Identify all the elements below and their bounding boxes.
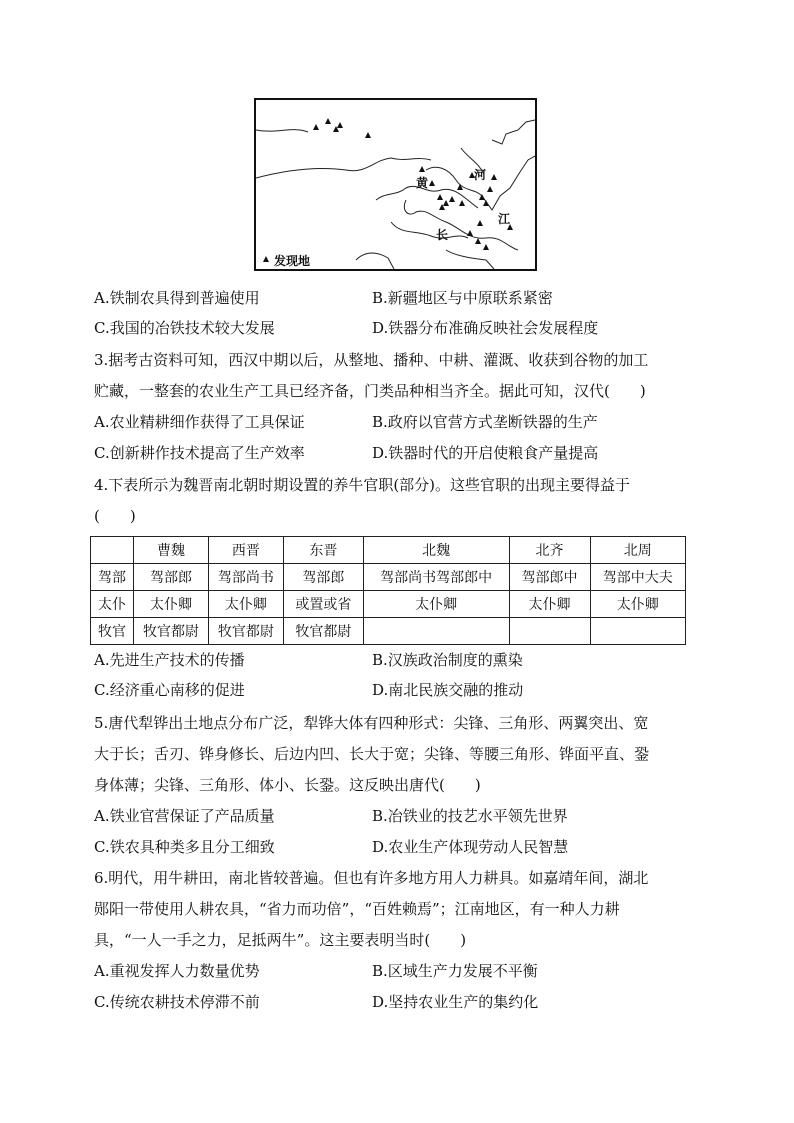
- q5-option-b[interactable]: B.冶铁业的技艺水平领先世界: [372, 807, 568, 825]
- map-label-chang: 长: [436, 228, 449, 242]
- table-cell: 牧官都尉: [208, 618, 283, 645]
- map-legend-label: 发现地: [274, 254, 311, 268]
- table-header-cell: 北齐: [509, 537, 590, 564]
- table-cell: 驾部: [91, 564, 134, 591]
- q4-stem-line-1: 4.下表所示为魏晋南北朝时期设置的养牛官职(部分)。这些官职的出现主要得益于: [94, 476, 631, 494]
- q3-option-c[interactable]: C.创新耕作技术提高了生产效率: [94, 444, 305, 462]
- table-cell: [509, 618, 590, 645]
- table-header-cell: 曹魏: [134, 537, 209, 564]
- q6-option-b[interactable]: B.区域生产力发展不平衡: [372, 962, 538, 980]
- table-cell: 太仆卿: [509, 591, 590, 618]
- map-label-huang: 黄: [416, 176, 429, 190]
- map-label-jiang: 江: [498, 212, 511, 226]
- q3-option-a[interactable]: A.农业精耕细作获得了工具保证: [94, 413, 305, 431]
- q2-option-d[interactable]: D.铁器分布准确反映社会发展程度: [372, 319, 599, 337]
- table-cell: 牧官都尉: [283, 618, 363, 645]
- table-row: [91, 618, 686, 645]
- q4-stem-line-2: ( ): [94, 507, 136, 525]
- q6-stem-line-2: 郧阳一带使用人耕农具，“省力而功倍”，“百姓赖焉”；江南地区，有一种人力耕: [94, 900, 620, 918]
- table-header-row: [91, 537, 686, 564]
- q6-stem-line-3: 具，“一人一手之力，足抵两牛”。这主要表明当时( ): [94, 931, 467, 949]
- q3-option-b[interactable]: B.政府以官营方式垄断铁器的生产: [372, 413, 598, 431]
- q5-option-c[interactable]: C.铁农具种类多且分工细致: [94, 838, 275, 856]
- q5-stem-line-3: 身体薄；尖锋、三角形、体小、长銎。这反映出唐代( ): [94, 776, 481, 794]
- table-row: [91, 564, 686, 591]
- q4-option-b[interactable]: B.汉族政治制度的熏染: [372, 651, 523, 669]
- q5-option-d[interactable]: D.农业生产体现劳动人民智慧: [372, 838, 569, 856]
- table-header-cell: 西晋: [208, 537, 283, 564]
- q2-option-b[interactable]: B.新疆地区与中原联系紧密: [372, 289, 553, 307]
- q3-stem-line-2: 贮藏，一整套的农业生产工具已经齐备，门类品种相当齐全。据此可知，汉代( ): [94, 382, 646, 400]
- q2-option-a[interactable]: A.铁制农具得到普遍使用: [94, 289, 260, 307]
- table-cell: 牧官: [91, 618, 134, 645]
- map-figure: [254, 98, 537, 271]
- q3-option-d[interactable]: D.铁器时代的开启使粮食产量提高: [372, 444, 599, 462]
- table-header-cell: [91, 537, 134, 564]
- q4-option-d[interactable]: D.南北民族交融的推动: [372, 681, 524, 699]
- map-drawing: [256, 100, 535, 269]
- map-label-he: 河: [474, 168, 487, 182]
- table-cell: [363, 618, 509, 645]
- table-cell: 驾部尚书驾部郎中: [363, 564, 509, 591]
- q5-option-a[interactable]: A.铁业官营保证了产品质量: [94, 807, 275, 825]
- q6-option-d[interactable]: D.坚持农业生产的集约化: [372, 993, 539, 1011]
- q6-option-a[interactable]: A.重视发挥人力数量优势: [94, 962, 260, 980]
- table-cell: 或置或省: [283, 591, 363, 618]
- table-cell: 太仆卿: [208, 591, 283, 618]
- q6-option-c[interactable]: C.传统农耕技术停滞不前: [94, 993, 260, 1011]
- table-cell: 驾部郎: [283, 564, 363, 591]
- q3-stem-line-1: 3.据考古资料可知，西汉中期以后，从整地、播种、中耕、灌溉、收获到谷物的加工: [94, 351, 649, 369]
- q5-stem-line-1: 5.唐代犁铧出土地点分布广泛，犁铧大体有四种形式：尖锋、三角形、两翼突出、宽: [94, 714, 649, 732]
- table-cell: 驾部郎: [134, 564, 209, 591]
- table-cell: 太仆: [91, 591, 134, 618]
- table-row: [91, 591, 686, 618]
- table-header-cell: 东晋: [283, 537, 363, 564]
- table-cell: [590, 618, 685, 645]
- q5-stem-line-2: 大于长；舌刃、铧身修长、后边内凹、长大于宽；尖锋、等腰三角形、铧面平直、銎: [94, 745, 650, 763]
- table-cell: 太仆卿: [363, 591, 509, 618]
- table-cell: 驾部郎中: [509, 564, 590, 591]
- table-cell: 牧官都尉: [134, 618, 209, 645]
- q4-option-a[interactable]: A.先进生产技术的传播: [94, 651, 245, 669]
- q2-option-c[interactable]: C.我国的冶铁技术较大发展: [94, 319, 275, 337]
- table-cell: 驾部中大夫: [590, 564, 685, 591]
- table-header-cell: 北魏: [363, 537, 509, 564]
- table-cell: 太仆卿: [590, 591, 685, 618]
- officials-table: [90, 536, 686, 645]
- q6-stem-line-1: 6.明代，用牛耕田，南北皆较普遍。但也有许多地方用人力耕具。如嘉靖年间，湖北: [94, 869, 649, 887]
- q4-option-c[interactable]: C.经济重心南移的促进: [94, 681, 245, 699]
- table-cell: 驾部尚书: [208, 564, 283, 591]
- table-cell: 太仆卿: [134, 591, 209, 618]
- discovery-site-markers: [313, 118, 513, 250]
- table-header-cell: 北周: [590, 537, 685, 564]
